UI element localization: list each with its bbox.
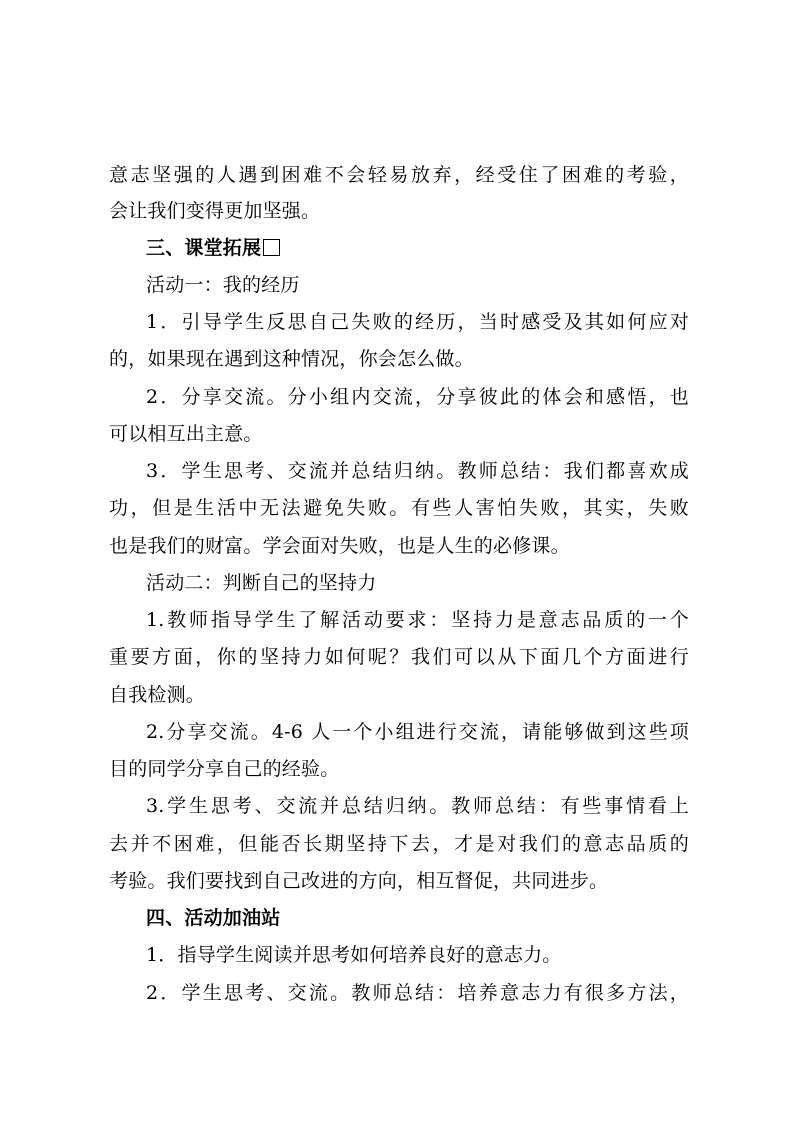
activity-title-1: 活动一：我的经历 (146, 274, 300, 296)
list-item-line: 1．引导学生反思自己失败的经历，当时感受及其如何应对 (146, 311, 689, 333)
list-item-line: 2．分享交流。分小组内交流，分享彼此的体会和感悟，也 (146, 386, 689, 408)
paragraph-line: 考验。我们要找到自己改进的方向，相互督促，共同进步。 (109, 870, 609, 892)
list-item-line: 2．学生思考、交流。教师总结：培养意志力有很多方法， (146, 982, 689, 1004)
paragraph-line: 可以相互出主意。 (109, 423, 263, 445)
list-item-line: 1．指导学生阅读并思考如何培养良好的意志力。 (146, 944, 562, 966)
paragraph-line: 重要方面，你的坚持力如何呢？我们可以从下面几个方面进行 (109, 646, 689, 668)
list-item-line: 2.分享交流。4-6 人一个小组进行交流，请能够做到这些项 (146, 721, 689, 743)
section-heading-4: 四、活动加油站 (146, 907, 281, 929)
list-item-line: 1.教师指导学生了解活动要求：坚持力是意志品质的一个 (146, 609, 689, 631)
paragraph-line: 的，如果现在遇到这种情况，你会怎么做。 (109, 348, 474, 370)
section-heading-text: 三、课堂拓展 (146, 237, 262, 259)
list-item-line: 3.学生思考、交流并总结归纳。教师总结：有些事情看上 (146, 795, 689, 817)
paragraph-line: 自我检测。 (109, 684, 206, 706)
activity-title-2: 活动二：判断自己的坚持力 (146, 572, 377, 594)
paragraph-line: 目的同学分享自己的经验。 (109, 758, 340, 780)
section-heading-3 (146, 233, 726, 263)
paragraph-line: 功，但是生活中无法避免失败。有些人害怕失败，其实，失败 (109, 497, 689, 519)
list-item-line: 3．学生思考、交流并总结归纳。教师总结：我们都喜欢成 (146, 460, 689, 482)
paragraph-line: 意志坚强的人遇到困难不会轻易放弃，经受住了困难的考验， (109, 164, 689, 186)
paragraph-line: 会让我们变得更加坚强。 (109, 200, 321, 222)
paragraph-line: 也是我们的财富。学会面对失败，也是人生的必修课。 (109, 535, 570, 557)
missing-glyph-box-icon (263, 239, 280, 256)
paragraph-line: 去并不困难，但能否长期坚持下去，才是对我们的意志品质的 (109, 833, 689, 855)
